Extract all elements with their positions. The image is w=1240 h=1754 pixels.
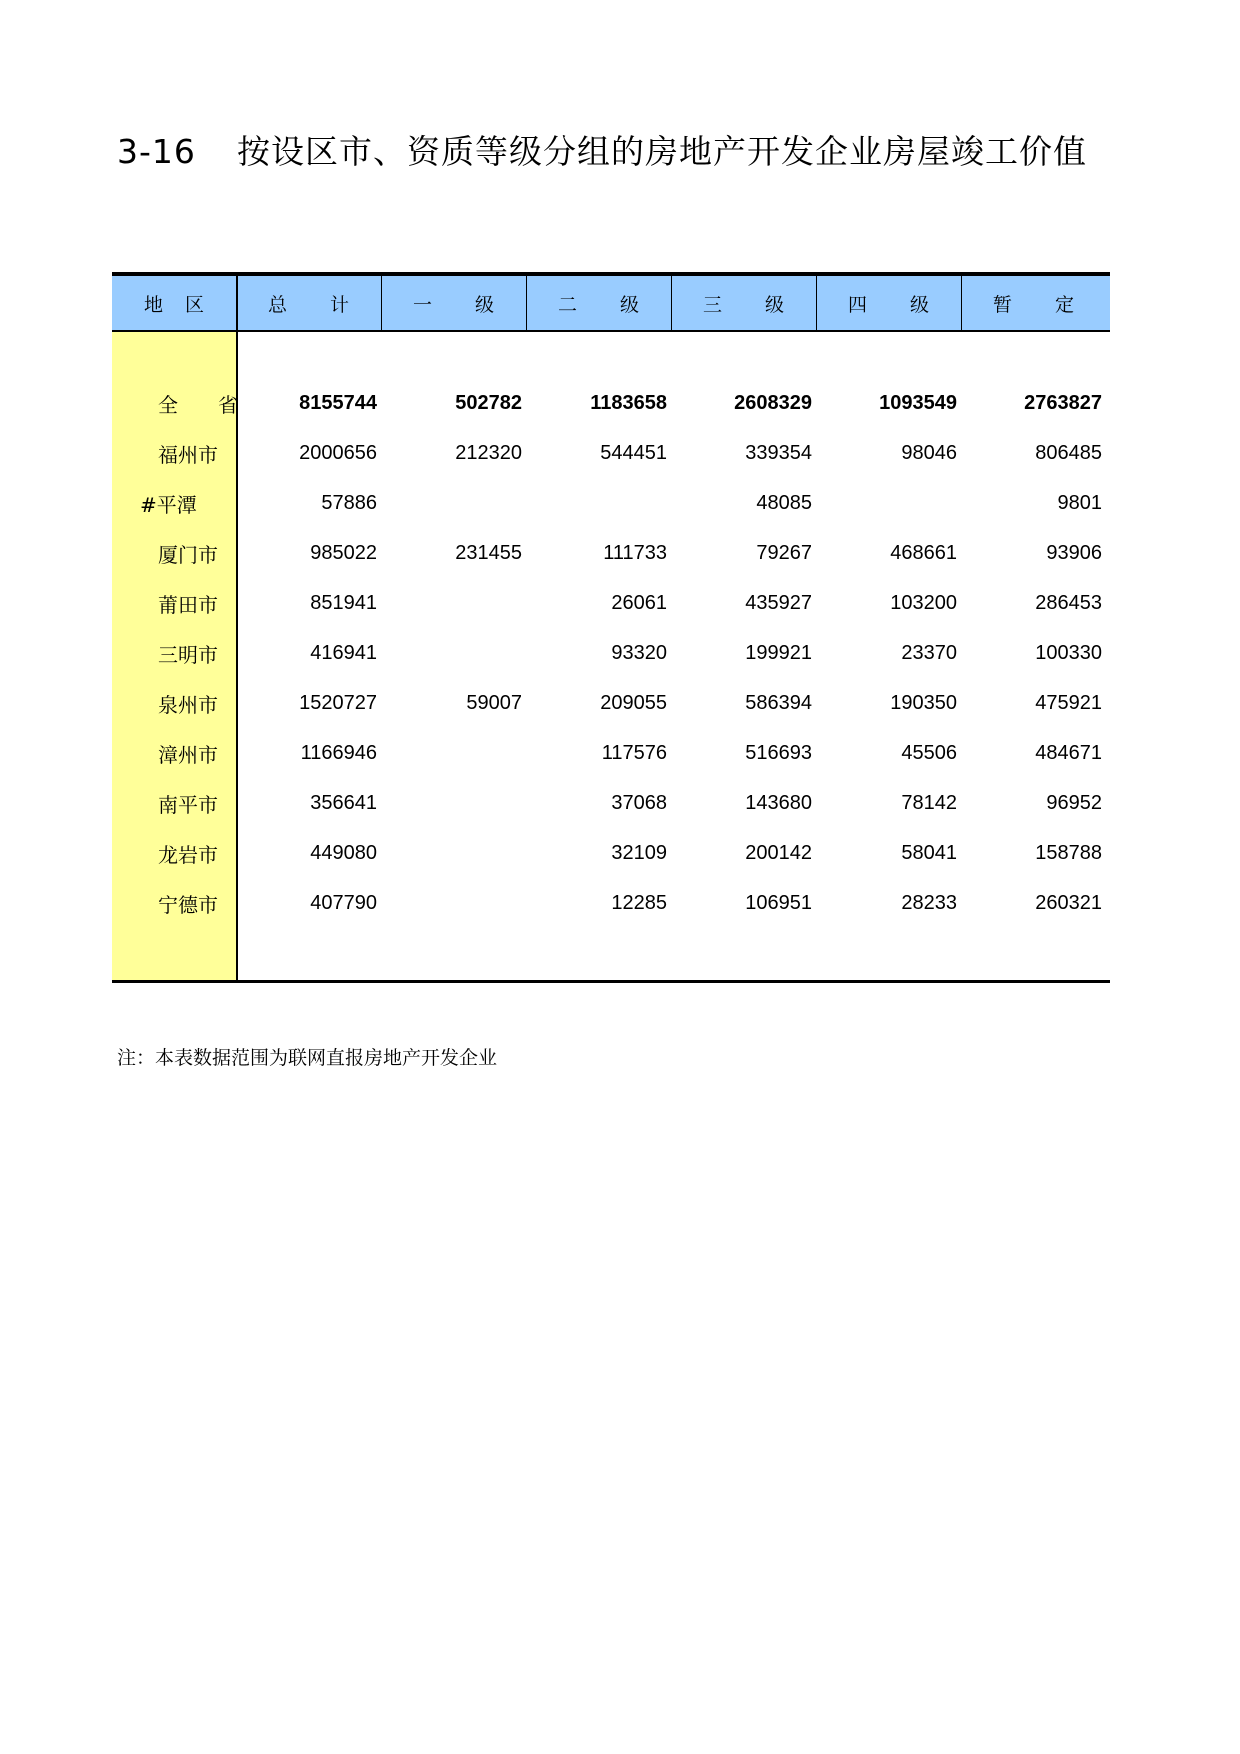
row-label: #平潭 (140, 492, 197, 517)
cell-grade2: 117576 (601, 741, 667, 764)
row-label: 厦门市 (158, 542, 218, 567)
header-grade2-1: 二 (558, 293, 578, 316)
cell-grade3: 199921 (745, 641, 812, 664)
cell-grade1: 59007 (466, 691, 522, 714)
cell-provisional: 2763827 (1024, 391, 1102, 414)
row-label: 全 省 (158, 392, 238, 417)
cell-provisional: 484671 (1035, 741, 1102, 764)
cell-grade1 (382, 778, 522, 828)
cell-provisional: 286453 (1035, 591, 1102, 614)
cell-provisional: 93906 (1046, 541, 1102, 564)
cell-grade1: 231455 (455, 541, 522, 564)
cell-total: 356641 (310, 791, 377, 814)
header-divider (526, 276, 527, 330)
cell-grade4: 468661 (890, 541, 957, 564)
table-row-province (112, 378, 1110, 428)
cell-grade3: 2608329 (734, 391, 812, 414)
cell-provisional: 9801 (1057, 491, 1102, 514)
cell-grade2 (527, 478, 667, 528)
cell-total: 851941 (310, 591, 377, 614)
table-row (112, 678, 1110, 728)
header-divider (816, 276, 817, 330)
cell-total: 449080 (310, 841, 377, 864)
row-label: 龙岩市 (158, 842, 218, 867)
row-label: 福州市 (158, 442, 218, 467)
header-grade1-2: 级 (475, 293, 495, 316)
cell-grade4: 58041 (901, 841, 957, 864)
header-total-2: 计 (330, 293, 350, 316)
cell-grade2: 544451 (600, 441, 667, 464)
cell-grade3: 586394 (745, 691, 812, 714)
cell-total: 57886 (321, 491, 377, 514)
table-number: 3-16 (117, 132, 196, 171)
cell-grade1 (382, 828, 522, 878)
cell-grade2: 26061 (611, 591, 667, 614)
cell-grade1 (382, 728, 522, 778)
table-row (112, 878, 1110, 928)
cell-grade4 (817, 478, 957, 528)
cell-grade4: 103200 (890, 591, 957, 614)
cell-provisional: 96952 (1046, 791, 1102, 814)
row-label: 三明市 (158, 642, 218, 667)
cell-grade4: 78142 (901, 791, 957, 814)
cell-grade3: 516693 (745, 741, 812, 764)
cell-grade1 (382, 578, 522, 628)
cell-grade3: 435927 (745, 591, 812, 614)
cell-grade3: 79267 (756, 541, 812, 564)
row-label: 泉州市 (158, 692, 218, 717)
header-region-1: 地 (144, 293, 164, 316)
header-divider (381, 276, 382, 330)
cell-total: 1520727 (299, 691, 377, 714)
cell-grade3: 200142 (745, 841, 812, 864)
cell-provisional: 260321 (1035, 891, 1102, 914)
header-grade2-2: 级 (620, 293, 640, 316)
cell-grade2: 12285 (611, 891, 667, 914)
table-row (112, 478, 1110, 528)
cell-grade3: 143680 (745, 791, 812, 814)
header-grade3-2: 级 (765, 293, 785, 316)
table-title: 按设区市、资质等级分组的房地产开发企业房屋竣工价值 (237, 132, 1087, 171)
row-label: 南平市 (158, 792, 218, 817)
table-row (112, 828, 1110, 878)
cell-grade4: 45506 (901, 741, 957, 764)
cell-total: 8155744 (299, 391, 377, 414)
cell-grade2: 37068 (611, 791, 667, 814)
cell-grade2: 111733 (603, 541, 667, 564)
header-divider (961, 276, 962, 330)
cell-provisional: 158788 (1035, 841, 1102, 864)
header-total-1: 总 (268, 293, 288, 316)
row-label: 宁德市 (158, 892, 218, 917)
cell-total: 407790 (310, 891, 377, 914)
cell-grade4: 23370 (901, 641, 957, 664)
header-region-2: 区 (185, 293, 205, 316)
bottom-rule (112, 980, 1110, 983)
cell-grade3: 339354 (745, 441, 812, 464)
header-grade3-1: 三 (703, 293, 723, 316)
header-provisional-1: 暂 (993, 293, 1013, 316)
cell-grade3: 48085 (756, 491, 812, 514)
cell-total: 985022 (310, 541, 377, 564)
header-grade4-1: 四 (848, 293, 868, 316)
cell-total: 2000656 (299, 441, 377, 464)
table-row (112, 778, 1110, 828)
cell-grade3: 106951 (745, 891, 812, 914)
cell-grade4: 98046 (901, 441, 957, 464)
table-header (112, 276, 1110, 332)
cell-total: 1166946 (300, 741, 377, 764)
cell-grade2: 1183658 (590, 391, 667, 414)
header-divider (671, 276, 672, 330)
cell-grade4: 1093549 (879, 391, 957, 414)
footnote: 注：本表数据范围为联网直报房地产开发企业 (117, 1047, 498, 1069)
cell-grade2: 209055 (600, 691, 667, 714)
cell-total: 416941 (310, 641, 377, 664)
cell-grade4: 28233 (901, 891, 957, 914)
table-row (112, 628, 1110, 678)
row-label: 漳州市 (158, 742, 218, 767)
cell-grade1: 212320 (455, 441, 522, 464)
table-row (112, 578, 1110, 628)
cell-grade1 (382, 478, 522, 528)
row-label: 莆田市 (158, 592, 218, 617)
cell-grade2: 93320 (611, 641, 667, 664)
cell-grade1 (382, 628, 522, 678)
cell-provisional: 100330 (1035, 641, 1102, 664)
page-title (117, 126, 1087, 173)
table-row (112, 728, 1110, 778)
table-row (112, 528, 1110, 578)
cell-grade1 (382, 878, 522, 928)
header-grade4-2: 级 (910, 293, 930, 316)
cell-grade2: 32109 (611, 841, 667, 864)
cell-provisional: 475921 (1035, 691, 1102, 714)
data-table (112, 272, 1110, 982)
cell-grade4: 190350 (890, 691, 957, 714)
cell-provisional: 806485 (1035, 441, 1102, 464)
header-provisional-2: 定 (1055, 293, 1075, 316)
header-grade1-1: 一 (413, 293, 433, 316)
cell-grade1: 502782 (455, 391, 522, 414)
table-row (112, 428, 1110, 478)
